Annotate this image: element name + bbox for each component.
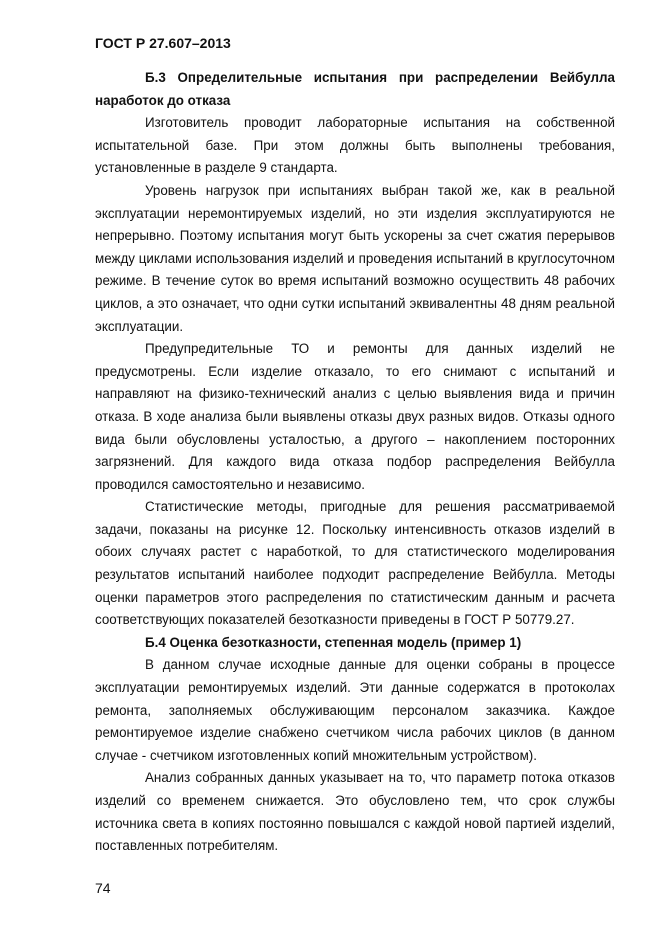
paragraph: Статистические методы, пригодные для решения рассматриваемой задачи, показаны на рисунке 12. Поскольку интенсивность отказов изделий в обоих случаях растет с наработкой, то для статистического моделирования результатов испытаний наиболее подходит распределение Вейбулла. Методы оценки параметров этого распределения по статистическим данным и расчета соответствующих показателей безотказности приведены в ГОСТ Р 50779.27.: [95, 499, 615, 628]
section-heading-b4: Б.4 Оценка безотказности, степенная модель (пример 1): [145, 634, 522, 650]
body-text: [95, 67, 615, 858]
document-id: ГОСТ Р 27.607–2013: [95, 35, 231, 51]
page-number: 74: [95, 880, 111, 896]
paragraph: Анализ собранных данных указывает на то, что параметр потока отказов изделий со временем снижается. Это обусловлено тем, что срок службы источника света в копиях постоянно повышался с каждой новой партией изделий, поставленных потребителям.: [95, 770, 615, 854]
section-heading-b3: Б.3 Определительные испытания при распределении Вейбулла наработок до отказа: [95, 70, 615, 108]
paragraph: Уровень нагрузок при испытаниях выбран такой же, как в реальной эксплуатации неремонтируемых изделий, но эти изделия эксплуатируются не непрерывно. Поэтому испытания могут быть ускорены за счет сжатия перерывов между циклами использования изделий и проведения испытаний в круглосуточном режиме. В течение суток во время испытаний возможно осуществить 48 рабочих циклов, а это означает, что одни сутки испытаний эквивалентны 48 дням реальной эксплуатации.: [95, 182, 615, 334]
paragraph: В данном случае исходные данные для оценки собраны в процессе эксплуатации ремонтируемых изделий. Эти данные содержатся в протоколах ремонта, заполняемых обслуживающим персоналом заказчика. Каждое ремонтируемое изделие снабжено счетчиком числа рабочих циклов (в данном случае - счетчиком изготовленных копий множительным устройством).: [95, 657, 615, 763]
paragraph: Изготовитель проводит лабораторные испытания на собственной испытательной базе. При этом должны быть выполнены требования, установленные в разделе 9 стандарта.: [95, 115, 615, 176]
paragraph: Предупредительные ТО и ремонты для данных изделий не предусмотрены. Если изделие отказало, то его снимают с испытаний и направляют на физико-технический анализ с целью выявления вида и причин отказа. В ходе анализа были выявлены отказы двух разных видов. Отказы одного вида были обусловлены усталостью, а другого – накоплением посторонних загрязнений. Для каждого вида отказа подбор распределения Вейбулла проводился самостоятельно и независимо.: [95, 341, 615, 492]
